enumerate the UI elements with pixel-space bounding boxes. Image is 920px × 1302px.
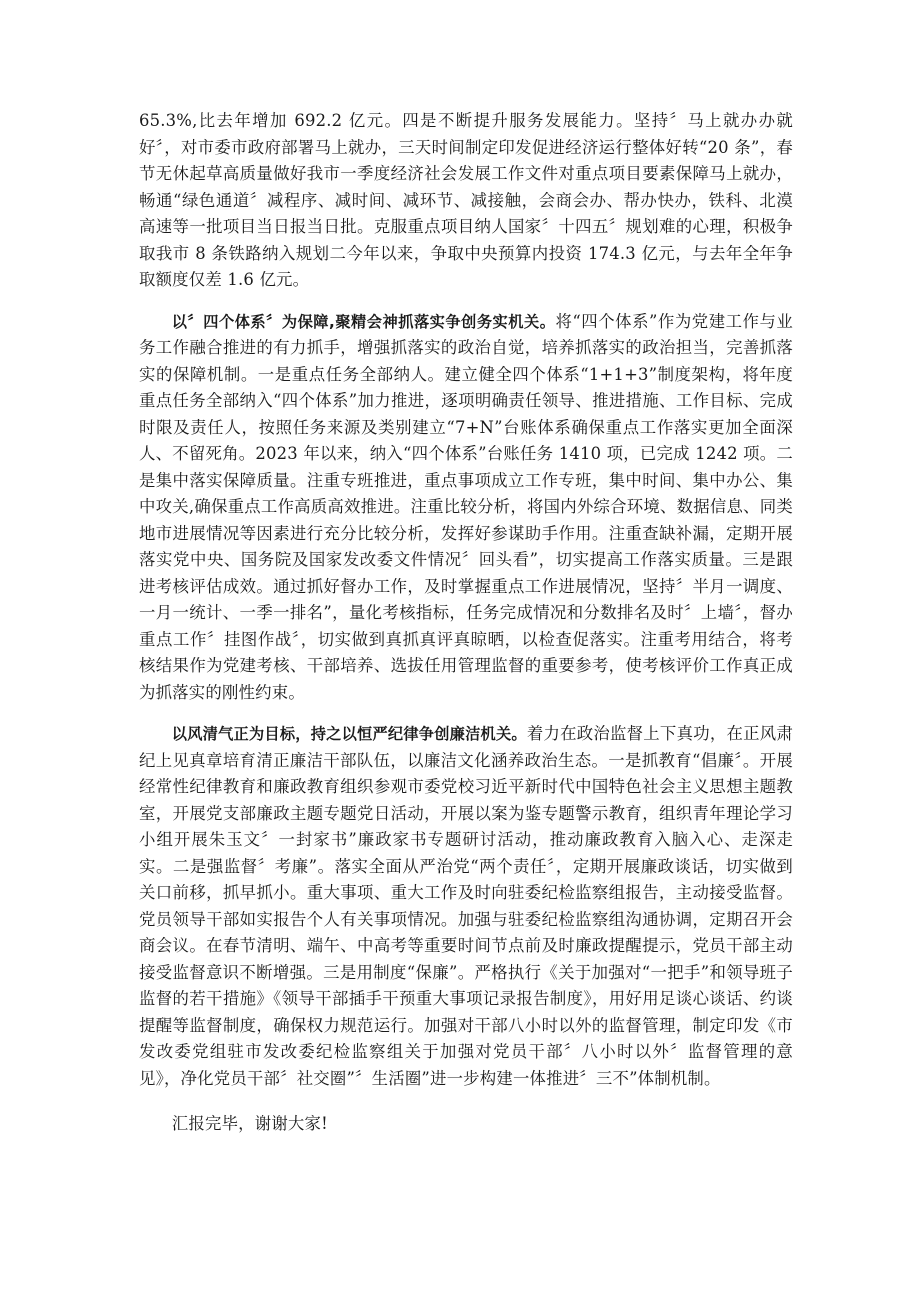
paragraph-2-body: 将“四个体系”作为党建工作与业务工作融合推进的有力抓手，增强抓落实的政治自觉，培养抓落实的政治担当，完善抓落实的保障机制。一是重点任务全部纳人。建立健全四个体系“1+1+3”制度架构，将年度重点任务全部纳入“四个体系”加力推进，逐项明确责任领导、推进措施、工作目标、完成时限及责任人，按照任务来源及类别建立“7+N”台账体系确保重点工作落实更加全面深人、不留死角。2023 年以来，纳入“四个体系”台账任务 1410 项，已完成 1242 项。二是集中落实保障质量。注重专班推进，重点事项成立工作专班，集中时间、集中办公、集中攻关,确保重点工作高质高效推进。注重比较分析，将国内外综合环境、数据信息、同类地市进展情况等因素进行充分比较分析，发挥好参谋助手作用。注重查缺补漏，定期开展落实党中央、国务院及国家发改委文件情况〞回头看”，切实提高工作落实质量。三是跟进考核评估成效。通过抓好督办工作，及时掌握重点工作进展情况，坚持〞半月一调度、一月一统计、一季一排名”，量化考核指标，任务完成情况和分数排名及时〞上墙〞，督办重点工作〞挂图作战〞，切实做到真抓真评真晾晒，以检查促落实。注重考用结合，将考核结果作为党建考核、干部培养、选拔任用管理监督的重要参考，使考核评价工作真正成为抓落实的刚性约束。 — [139, 311, 793, 702]
paragraph-3-heading: 以风清气正为目标，持之以恒严纪律争创廉洁机关。 — [171, 725, 527, 743]
paragraph-1-text: 65.3%,比去年增加 692.2 亿元。四是不断提升服务发展能力。坚持〞马上就办办就好〞，对市委市政府部署马上就办，三天时间制定印发促进经济运行整体好转“20 条”，春节无休起草高质量做好我市一季度经济社会发展工作文件对重点项目要素保障马上就办，畅通“绿色通道〞减程序、减时间、减环节、减接触，会商会办、帮办快办，铁科、北漠高速等一批项目当日报当日批。克服重点项目纳人国家〞十四五〞规划难的心理，积极争取我市 8 条铁路纳入规划二今年以来，争取中央预算内投资 174.3 亿元，与去年全年争取额度仅差 1.6 亿元。 — [139, 111, 793, 289]
paragraph-1 — [139, 108, 793, 294]
paragraph-2-heading: 以〞四个体系〞为保障,聚精会神抓落实争创务实机关。 — [171, 312, 556, 331]
paragraph-3 — [139, 721, 793, 1092]
document-body — [139, 108, 793, 1153]
paragraph-3-body: 着力在政治监督上下真功，在正风肃纪上见真章培育清正廉洁干部队伍，以廉洁文化涵养政治生态。一是抓教育“倡廉〞。开展经常性纪律教育和廉政教育组织参观市委党校习近平新时代中国特色社会主义思想主题教室，开展党支部廉政主题专题党日活动，开展以案为鉴专题警示教育，组织青年理论学习小组开展朱玉文〞一封家书”廉政家书专题研讨活动，推动廉政教育入脑入心、走深走实。二是强监督〞考廉”。落实全面从严治党“两个责任〞，定期开展廉政谈话，切实做到关口前移，抓早抓小。重大事项、重大工作及时向驻委纪检监察组报告，主动接受监督。党员领导干部如实报告个人有关事项情况。加强与驻委纪检监察组沟通协调，定期召开会商会议。在春节清明、端午、中高考等重要时间节点前及时廉政提醒提示，党员干部主动接受监督意识不断增强。三是用制度“保廉”。严格执行《关于加强对“一把手”和领导班子监督的若干措施》《领导干部插手干预重大事项记录报告制度》，用好用足谈心谈话、约谈提醒等监督制度，确保权力规范运行。加强对干部八小时以外的监督管理，制定印发《市发改委党组驻市发改委纪检监察组关于加强对党员干部〞八小时以外〞监督管理的意见》，净化党员干部〞社交圈”〞生活圈”进一步构建一体推进〞三不”体制机制。 — [139, 724, 793, 1088]
paragraph-2 — [139, 309, 793, 707]
closing-text: 汇报完毕，谢谢大家! — [171, 1114, 328, 1133]
closing-remark — [139, 1111, 793, 1138]
